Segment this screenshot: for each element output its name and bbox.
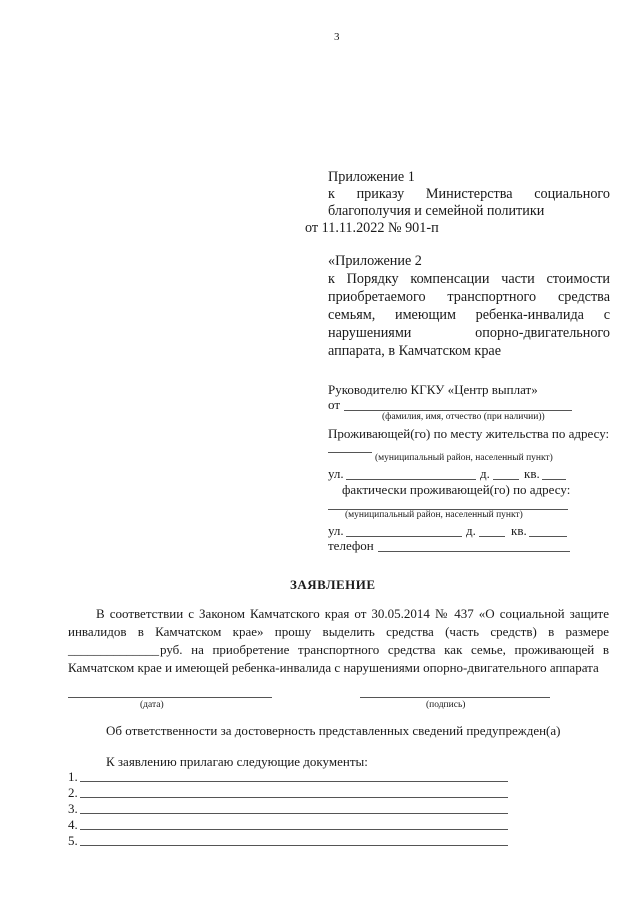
responsibility-statement: Об ответственности за достоверность представленных сведений предупрежден(а) <box>106 723 561 738</box>
body-line-4: Камчатском крае и имеющей ребенка-инвалида с нарушениями опорно-двигательного аппарата <box>68 660 599 675</box>
appendix1-line3: благополучия и семейной политики <box>328 203 545 219</box>
from-label: от <box>328 397 341 412</box>
name-field-line[interactable] <box>344 410 572 411</box>
apt-field-line-1[interactable] <box>542 479 566 480</box>
addressee-head: Руководителю КГКУ «Центр выплат» <box>328 382 538 397</box>
body-line-3: руб. на приобретение транспортного средства как семье, проживающей в <box>160 642 609 657</box>
street-label-1: ул. <box>328 466 344 481</box>
date-caption: (дата) <box>140 700 164 710</box>
attachment-line[interactable] <box>80 845 508 846</box>
page-number: 3 <box>334 31 340 43</box>
phone-label: телефон <box>328 538 374 553</box>
appendix1-line2: к приказу Министерства социального <box>328 186 610 202</box>
street-field-line-2[interactable] <box>346 536 462 537</box>
house-field-line-2[interactable] <box>479 536 505 537</box>
body-line-1: В соответствии с Законом Камчатского края от 30.05.2014 № 437 «О социальной защите <box>96 606 609 621</box>
street-field-line-1[interactable] <box>346 479 476 480</box>
appendix2-line3: приобретаемого транспортного средства <box>328 289 610 305</box>
street-label-2: ул. <box>328 523 344 538</box>
apt-field-line-2[interactable] <box>529 536 567 537</box>
attachment-item-number: 3. <box>68 801 78 816</box>
attachment-line[interactable] <box>80 813 508 814</box>
apt-label-2: кв. <box>511 523 527 538</box>
appendix2-line4: семьям, имеющим ребенка-инвалида с <box>328 307 610 323</box>
appendix1-line4: от 11.11.2022 № 901-п <box>305 220 439 236</box>
attachment-item-number: 4. <box>68 817 78 832</box>
attachment-item-number: 1. <box>68 769 78 784</box>
attachment-line[interactable] <box>80 829 508 830</box>
document-title: ЗАЯВЛЕНИЕ <box>290 577 376 592</box>
appendix2-line6: аппарата, в Камчатском крае <box>328 343 502 359</box>
date-field-line[interactable] <box>68 697 272 698</box>
district-caption-2: (муниципальный район, населенный пункт) <box>345 510 523 520</box>
attachment-line[interactable] <box>80 781 508 782</box>
amount-blank[interactable]: ______________ <box>68 642 159 657</box>
actual-residence-label: фактически проживающей(го) по адресу: <box>342 482 571 497</box>
appendix2-line2: к Порядку компенсации части стоимости <box>328 271 610 287</box>
attachment-line[interactable] <box>80 797 508 798</box>
signature-field-line[interactable] <box>360 697 550 698</box>
appendix2-line1: «Приложение 2 <box>328 253 422 269</box>
name-caption: (фамилия, имя, отчество (при наличии)) <box>382 412 545 422</box>
house-field-line-1[interactable] <box>493 479 519 480</box>
phone-field-line[interactable] <box>378 551 570 552</box>
attachment-item-number: 2. <box>68 785 78 800</box>
attachments-intro: К заявлению прилагаю следующие документы: <box>106 754 368 769</box>
attachment-item-number: 5. <box>68 833 78 848</box>
house-label-2: д. <box>466 523 476 538</box>
body-line-2: инвалидов в Камчатском крае» прошу выделить средства (часть средств) в размере <box>68 624 609 639</box>
district-caption-1: (муниципальный район, населенный пункт) <box>375 453 553 463</box>
apt-label-1: кв. <box>524 466 540 481</box>
house-label-1: д. <box>480 466 490 481</box>
signature-caption: (подпись) <box>426 700 466 710</box>
appendix2-line5: нарушениями опорно-двигательного <box>328 325 610 341</box>
appendix1-line1: Приложение 1 <box>328 169 415 185</box>
residence-label: Проживающей(го) по месту жительства по адресу: <box>328 426 610 441</box>
residence-district-line[interactable] <box>328 452 372 453</box>
